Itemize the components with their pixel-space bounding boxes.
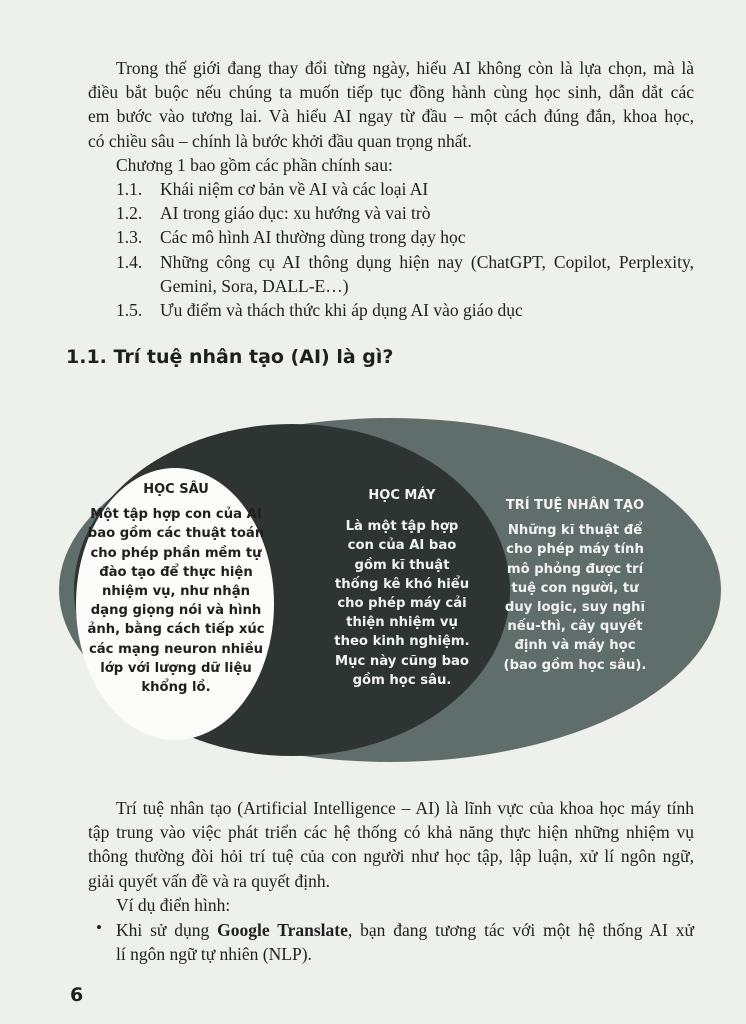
diagram-text-line: tuệ con người, tư [511, 580, 639, 596]
diagram-text-line: gồm kĩ thuật [354, 557, 450, 573]
diagram-text-line: con của AI bao [347, 538, 457, 554]
deep-learning-label [76, 480, 276, 697]
item-text: Khái niệm cơ bản về AI và các loại AI [160, 179, 429, 199]
diagram-text-line: khổng lồ. [141, 680, 211, 696]
diagram-text-line: cho phép máy tính [506, 542, 644, 558]
diagram-text-line: dạng giọng nói và hình [90, 603, 262, 619]
item-number: 1.5. [116, 300, 143, 320]
diagram-text-line: thiện nhiệm vụ [346, 615, 458, 631]
diagram-text-line: bao gồm các thuật toán [87, 526, 265, 542]
diagram-text-line: Mục này cũng bao [334, 653, 469, 669]
item-number: 1.4. [116, 251, 143, 272]
diagram-text-line: Những kĩ thuật để [507, 523, 643, 539]
item-text: AI trong giáo dục: xu hướng và vai trò [160, 203, 431, 224]
diagram-text-line: nhiệm vụ, như nhận [102, 584, 250, 600]
section-heading: 1.1. Trí tuệ nhân tạo (AI) là gì? [66, 346, 394, 368]
item-number: 1.3. [116, 227, 143, 248]
diagram-text-line: lớp với lượng dữ liệu [100, 660, 252, 676]
diagram-text-line: (bao gồm học sâu). [503, 657, 647, 673]
diagram-text-line: định và máy học [514, 638, 636, 654]
diagram-text-line: nếu-thì, cây quyết [507, 619, 643, 635]
text-line: điều bắt buộc nếu chúng ta muốn tiếp tục đồng hành cùng học sinh, dẫn dắt các [88, 82, 694, 103]
deep-learning-title: HỌC SÂU [143, 482, 209, 497]
diagram-text-line: theo kinh nghiệm. [334, 634, 470, 650]
diagram-text-line: ảnh, bằng cách tiếp xúc [87, 622, 265, 638]
diagram-text-line: đào tạo để thực hiện [99, 564, 253, 580]
text: Khi sử dụng [116, 920, 218, 940]
diagram-text-line: duy logic, suy nghĩ [504, 600, 646, 616]
page-number: 6 [70, 984, 84, 1006]
google-translate-bold: Google Translate [217, 920, 348, 940]
text-line: Trí tuệ nhân tạo (Artificial Intelligence – AI) là lĩnh vực của khoa học máy tính [116, 798, 694, 818]
diagram-text-line: gồm học sâu. [352, 672, 452, 688]
item-text: Các mô hình AI thường dùng trong dạy học [160, 227, 466, 248]
diagram-text-line: Một tập hợp con của AI [90, 507, 262, 523]
text-line: em bước vào tương lai. Và hiểu AI ngay từ đầu – một cách đúng đắn, khoa học, [88, 106, 694, 127]
text-line: Trong thế giới đang thay đổi từng ngày, hiểu AI không còn là lựa chọn, mà là [116, 58, 694, 78]
examples-label: Ví dụ điển hình: [116, 895, 231, 915]
machine-learning-title: HỌC MÁY [368, 488, 436, 503]
diagram-text-line: cho phép phần mềm tự [90, 545, 262, 561]
chapter-intro: Chương 1 bao gồm các phần chính sau: [116, 155, 393, 175]
diagram-text-line: thống kê khó hiểu [334, 576, 470, 592]
diagram-text-line: cho phép máy cải [337, 596, 467, 612]
item-text: Gemini, Sora, DALL-E…) [160, 275, 349, 296]
text-line: thông thường đòi hỏi trí tuệ của con người như học tập, lập luận, xử lí ngôn ngữ, [88, 846, 694, 867]
item-number: 1.1. [116, 179, 143, 199]
item-number: 1.2. [116, 203, 143, 224]
text-line: giải quyết vấn đề và ra quyết định. [88, 870, 331, 891]
text-line: có chiều sâu – chính là bước khởi đầu quan trọng nhất. [88, 130, 472, 151]
bullet-icon: • [96, 918, 102, 937]
ai-label [480, 496, 670, 675]
diagram-text-line: các mạng neuron nhiều [88, 641, 264, 657]
definition-paragraph [88, 796, 694, 893]
diagram-text-line: Là một tập hợp [345, 519, 459, 535]
text-line: lí ngôn ngữ tự nhiên (NLP). [116, 944, 312, 965]
ai-title: TRÍ TUỆ NHÂN TẠO [505, 498, 645, 513]
example-item [116, 918, 694, 966]
diagram-text-line: mô phỏng được trí [506, 561, 644, 577]
item-text: Những công cụ AI thông dụng hiện nay (ChatGPT, Copilot, Perplexity, [160, 251, 694, 272]
text: , bạn đang tương tác với một hệ thống AI xử [347, 920, 694, 940]
item-text: Ưu điểm và thách thức khi áp dụng AI vào giáo dục [160, 300, 523, 320]
machine-learning-label [302, 486, 502, 690]
text-line: tập trung vào việc phát triển các hệ thống có khả năng thực hiện những nhiệm vụ [88, 822, 694, 843]
